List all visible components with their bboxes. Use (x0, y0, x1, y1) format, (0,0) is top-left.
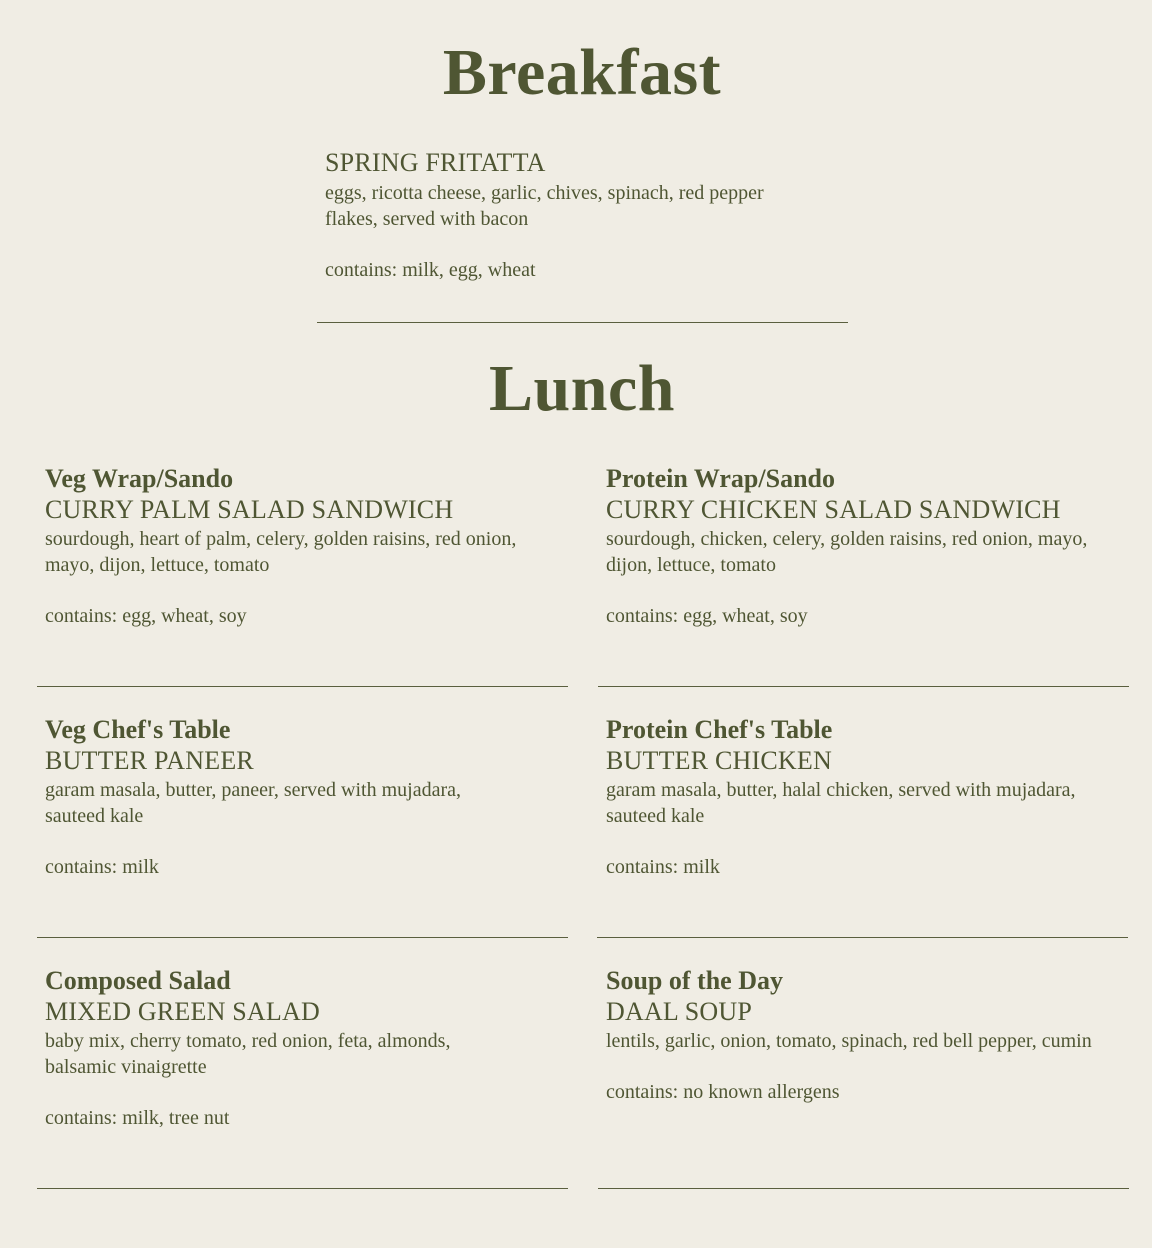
item-name: MIXED GREEN SALAD (45, 997, 320, 1026)
item-category: Protein Chef's Table (606, 715, 833, 744)
item-category: Protein Wrap/Sando (606, 464, 835, 493)
section-divider (317, 322, 848, 323)
item-allergens: contains: no known allergens (606, 1081, 840, 1103)
item-name: SPRING FRITATTA (325, 148, 546, 177)
item-name: DAAL SOUP (606, 997, 753, 1026)
breakfast-menu-item (325, 146, 815, 283)
item-description: sourdough, heart of palm, celery, golden raisins, red onion, mayo, dijon, lettuce, tomato (45, 528, 517, 576)
item-category: Composed Salad (45, 966, 231, 995)
item-category: Veg Chef's Table (45, 715, 231, 744)
lunch-menu-item (606, 966, 1096, 1105)
breakfast-heading: Breakfast (442, 36, 722, 109)
item-name: CURRY CHICKEN SALAD SANDWICH (606, 495, 1061, 524)
item-name: BUTTER PANEER (45, 746, 254, 775)
item-allergens: contains: milk (45, 856, 159, 878)
item-description: eggs, ricotta cheese, garlic, chives, spinach, red pepper flakes, served with bacon (325, 182, 764, 230)
item-allergens: contains: egg, wheat, soy (606, 605, 808, 627)
item-description: lentils, garlic, onion, tomato, spinach, red bell pepper, cumin (606, 1030, 1092, 1052)
item-divider (598, 1188, 1129, 1189)
item-divider (37, 686, 568, 687)
item-divider (598, 686, 1129, 687)
item-allergens: contains: milk, egg, wheat (325, 259, 536, 281)
item-category: Veg Wrap/Sando (45, 464, 234, 493)
lunch-menu-item (45, 966, 525, 1131)
item-description: garam masala, butter, halal chicken, served with mujadara, sauteed kale (606, 779, 1076, 827)
item-name: CURRY PALM SALAD SANDWICH (45, 495, 454, 524)
lunch-menu-item (606, 464, 1096, 629)
item-description: baby mix, cherry tomato, red onion, feta, almonds, balsamic vinaigrette (45, 1030, 451, 1078)
lunch-menu-item (45, 715, 525, 880)
item-divider (37, 1188, 568, 1189)
item-name: BUTTER CHICKEN (606, 746, 832, 775)
lunch-heading: Lunch (489, 352, 675, 425)
item-category: Soup of the Day (606, 966, 783, 995)
item-description: garam masala, butter, paneer, served with mujadara, sauteed kale (45, 779, 461, 827)
item-allergens: contains: milk, tree nut (45, 1107, 230, 1129)
item-allergens: contains: egg, wheat, soy (45, 605, 247, 627)
lunch-menu-item (606, 715, 1096, 880)
item-description: sourdough, chicken, celery, golden raisins, red onion, mayo, dijon, lettuce, tomato (606, 528, 1088, 576)
item-allergens: contains: milk (606, 856, 720, 878)
lunch-menu-item (45, 464, 525, 629)
item-divider (597, 937, 1128, 938)
item-divider (37, 937, 568, 938)
